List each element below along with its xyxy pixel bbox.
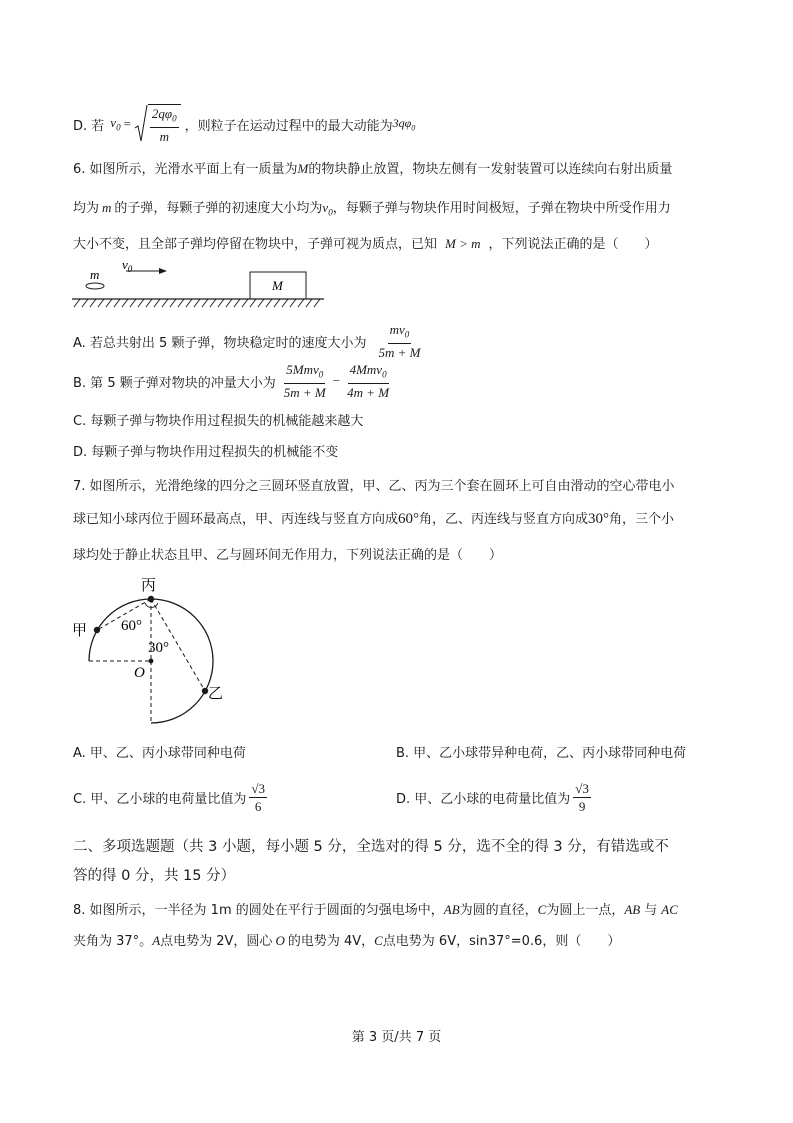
- q7-line1: 7. 如图所示，光滑绝缘的四分之三圆环竖直放置，甲、乙、丙为三个套在圆环上可自由滑动的空心带电小: [73, 479, 675, 494]
- q5-d-tail: ，则粒子在运动过程中的最大动能为: [184, 118, 393, 134]
- q5-d-answer: $3q\varphi_0$: [392, 115, 416, 133]
- q7-option-c: C. 甲、乙小球的电荷量比值为 $\frac{√3}{6}$: [73, 780, 265, 814]
- q6-option-a: A. 若总共射出 5 颗子弹，物块稳定时的速度大小为 $\frac{mv_0}{5m + M}$: [73, 321, 421, 361]
- page-footer: 第 3 页/共 7 页: [351, 1030, 442, 1045]
- q7-line2: 球已知小球丙位于圆环最高点，甲、丙连线与竖直方向成60°角，乙、丙连线与竖直方向成30°角，三个小: [73, 511, 675, 527]
- q6-line2: 均为 m 的子弹，每颗子弹的初速度大小均为$v_0$，每颗子弹与物块作用时间极短，子弹在物块中所受作用力: [73, 200, 671, 218]
- center-o: [149, 659, 154, 664]
- q7-option-a: A. 甲、乙、丙小球带同种电荷: [73, 746, 246, 761]
- q6-option-b: B. 第 5 颗子弹对物块的冲量大小为 $\frac{5Mmv_0}{5m + M}$ − $\frac{4Mmv_0}{4m + M}$: [73, 361, 390, 401]
- sqrt-sign-icon: [134, 104, 148, 144]
- q7-line3: 球均处于静止状态且甲、乙与圆环间无作用力，下列说法正确的是（ ）: [73, 548, 503, 563]
- q8-line1: 8. 如图所示，一半径为 1m 的圆处在平行于圆面的匀强电场中，AB为圆的直径，C为圆上一点，AB 与 AC: [73, 902, 678, 918]
- label-30: 30°: [148, 640, 169, 656]
- q5-d-eq: =: [123, 116, 131, 131]
- label-bing: 丙: [141, 576, 157, 594]
- bullet: [86, 283, 104, 289]
- q8-line2: 夹角为 37°。A点电势为 2V，圆心 O 的电势为 4V，C点电势为 6V，sin37°=0.6，则（ ）: [73, 933, 621, 949]
- label-o: O: [134, 665, 145, 681]
- q6-line1: 6. 如图所示，光滑水平面上有一质量为M的物块静止放置，物块左侧有一发射装置可以连续向右射出质量: [73, 161, 673, 177]
- section2-heading-line2: 答的得 0 分，共 15 分）: [73, 868, 236, 884]
- bullet-label: m: [90, 267, 100, 282]
- q6-line3: 大小不变，且全部子弹均停留在物块中，子弹可视为质点，已知 M > m ，下列说法正确的是（ ）: [73, 236, 658, 252]
- q6-figure: [70, 258, 330, 312]
- q7-option-b: B. 甲、乙小球带异种电荷，乙、丙小球带同种电荷: [396, 746, 687, 761]
- label-yi: 乙: [208, 684, 224, 702]
- velocity-label: $v_0$: [122, 258, 133, 274]
- q7-figure: [60, 574, 240, 726]
- q7-option-d: D. 甲、乙小球的电荷量比值为 $\frac{√3}{9}$: [396, 780, 589, 814]
- label-60: 60°: [121, 618, 142, 634]
- section2-heading-line1: 二、多项选题题（共 3 小题，每小题 5 分，全选对的得 5 分，选不全的得 3 分，有错选或不: [73, 839, 669, 855]
- q5-option-d: [73, 104, 415, 144]
- block-label: M: [272, 278, 283, 293]
- q6-option-c: C. 每颗子弹与物块作用过程损失的机械能越来越大: [73, 414, 364, 429]
- q5-d-sqrt: $\frac{2q\varphi_0}{m}$: [134, 104, 181, 145]
- ball-jia: [94, 627, 100, 633]
- q5-d-v0: $v_0$: [110, 115, 121, 133]
- q5-d-label: D. 若: [73, 118, 105, 134]
- q6-option-d: D. 每颗子弹与物块作用过程损失的机械能不变: [73, 445, 339, 460]
- ball-bing: [148, 596, 154, 602]
- label-jia: 甲: [72, 621, 88, 639]
